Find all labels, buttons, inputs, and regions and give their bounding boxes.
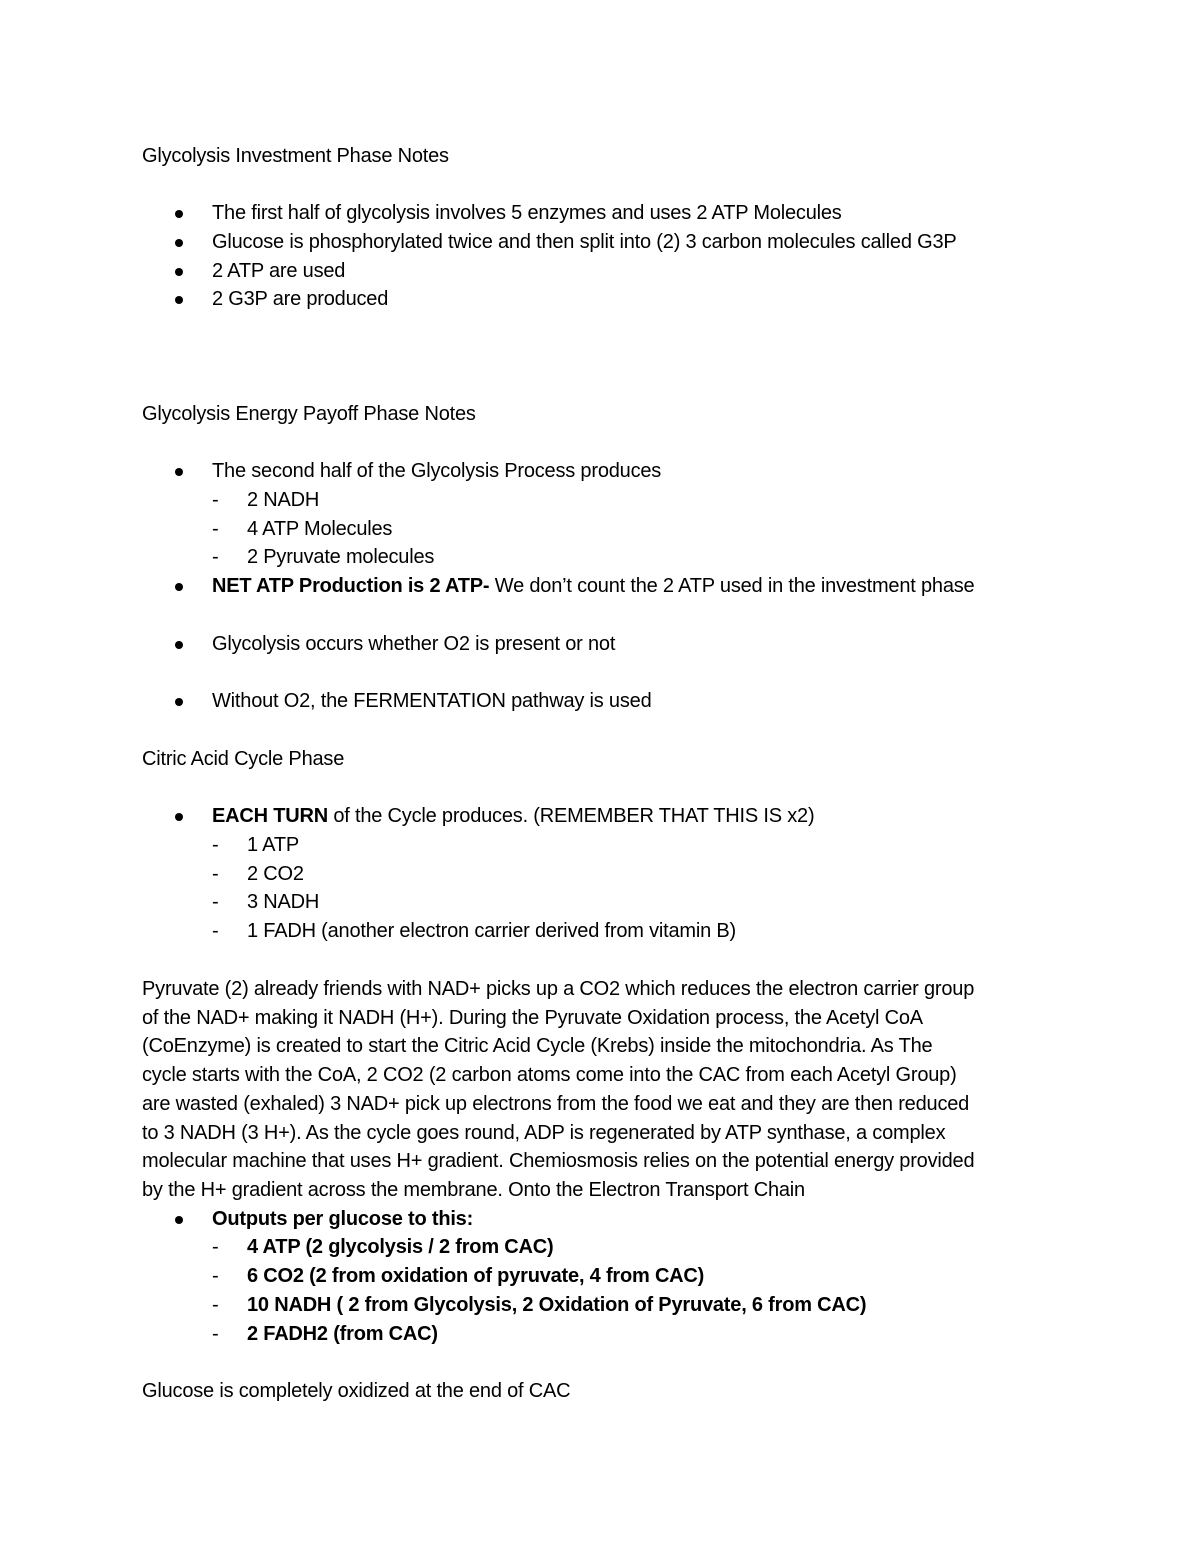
dash-marker: -	[212, 1323, 219, 1345]
heading-citric-acid-cycle: Citric Acid Cycle Phase	[142, 748, 345, 770]
each-turn-bold: EACH TURN	[212, 805, 328, 827]
sub-list-item: 4 ATP Molecules	[247, 518, 393, 540]
sub-list-item: 4 ATP (2 glycolysis / 2 from CAC)	[247, 1236, 554, 1258]
dash-marker: -	[212, 920, 219, 942]
dash-marker: -	[212, 863, 219, 885]
heading-investment-phase: Glycolysis Investment Phase Notes	[142, 145, 449, 167]
dash-marker: -	[212, 1294, 219, 1316]
bullet-dot	[175, 813, 183, 821]
each-turn-rest: of the Cycle produces. (REMEMBER THAT THIS IS x2)	[327, 805, 815, 827]
list-item: 2 G3P are produced	[212, 288, 389, 310]
list-item-outputs: Outputs per glucose to this:	[212, 1208, 474, 1230]
list-item: 2 ATP are used	[212, 260, 346, 282]
bullet-dot	[175, 1216, 183, 1224]
sub-list-item: 10 NADH ( 2 from Glycolysis, 2 Oxidation of Pyruvate, 6 from CAC)	[247, 1294, 867, 1316]
list-item-net-atp	[212, 572, 974, 601]
paragraph-line: (CoEnzyme) is created to start the Citric Acid Cycle (Krebs) inside the mitochondria. As The	[142, 1035, 933, 1057]
sub-list-item: 2 CO2	[247, 863, 304, 885]
paragraph-line: to 3 NADH (3 H+). As the cycle goes round, ADP is regenerated by ATP synthase, a complex	[142, 1122, 946, 1144]
list-item: Glucose is phosphorylated twice and then split into (2) 3 carbon molecules called G3P	[212, 231, 957, 253]
dash-marker: -	[212, 1265, 219, 1287]
paragraph-line: by the H+ gradient across the membrane. Onto the Electron Transport Chain	[142, 1179, 805, 1201]
sub-list-item: 6 CO2 (2 from oxidation of pyruvate, 4 from CAC)	[247, 1265, 705, 1287]
list-item: Without O2, the FERMENTATION pathway is used	[212, 690, 652, 712]
list-item: The first half of glycolysis involves 5 enzymes and uses 2 ATP Molecules	[212, 202, 842, 224]
dash-marker: -	[212, 489, 219, 511]
dash-marker: -	[212, 834, 219, 856]
list-item: Glycolysis occurs whether O2 is present or not	[212, 633, 616, 655]
dash-marker: -	[212, 546, 219, 568]
net-atp-bold: NET ATP Production is 2 ATP-	[212, 575, 490, 597]
sub-list-item: 2 NADH	[247, 489, 320, 511]
sub-list-item: 3 NADH	[247, 891, 320, 913]
bullet-dot	[175, 641, 183, 649]
bullet-dot	[175, 583, 183, 591]
bullet-dot	[175, 296, 183, 304]
bullet-dot	[175, 468, 183, 476]
net-atp-rest: We don’t count the 2 ATP used in the investment phase	[489, 575, 975, 597]
bullet-dot	[175, 210, 183, 218]
sub-list-item: 1 FADH (another electron carrier derived from vitamin B)	[247, 920, 736, 942]
paragraph-line: Pyruvate (2) already friends with NAD+ picks up a CO2 which reduces the electron carrier group	[142, 978, 975, 1000]
list-item: The second half of the Glycolysis Process produces	[212, 460, 662, 482]
paragraph-line: cycle starts with the CoA, 2 CO2 (2 carbon atoms come into the CAC from each Acetyl Group)	[142, 1064, 957, 1086]
list-item-each-turn	[212, 802, 814, 831]
closing-line: Glucose is completely oxidized at the end of CAC	[142, 1380, 571, 1402]
sub-list-item: 2 Pyruvate molecules	[247, 546, 435, 568]
heading-payoff-phase: Glycolysis Energy Payoff Phase Notes	[142, 403, 476, 425]
dash-marker: -	[212, 518, 219, 540]
bullet-dot	[175, 698, 183, 706]
sub-list-item: 1 ATP	[247, 834, 299, 856]
dash-marker: -	[212, 891, 219, 913]
paragraph-line: molecular machine that uses H+ gradient. Chemiosmosis relies on the potential energy provided	[142, 1150, 975, 1172]
bullet-dot	[175, 239, 183, 247]
paragraph-line: of the NAD+ making it NADH (H+). During the Pyruvate Oxidation process, the Acetyl CoA	[142, 1007, 923, 1029]
bullet-dot	[175, 268, 183, 276]
paragraph-line: are wasted (exhaled) 3 NAD+ pick up electrons from the food we eat and they are then reduced	[142, 1093, 970, 1115]
sub-list-item: 2 FADH2 (from CAC)	[247, 1323, 438, 1345]
dash-marker: -	[212, 1236, 219, 1258]
